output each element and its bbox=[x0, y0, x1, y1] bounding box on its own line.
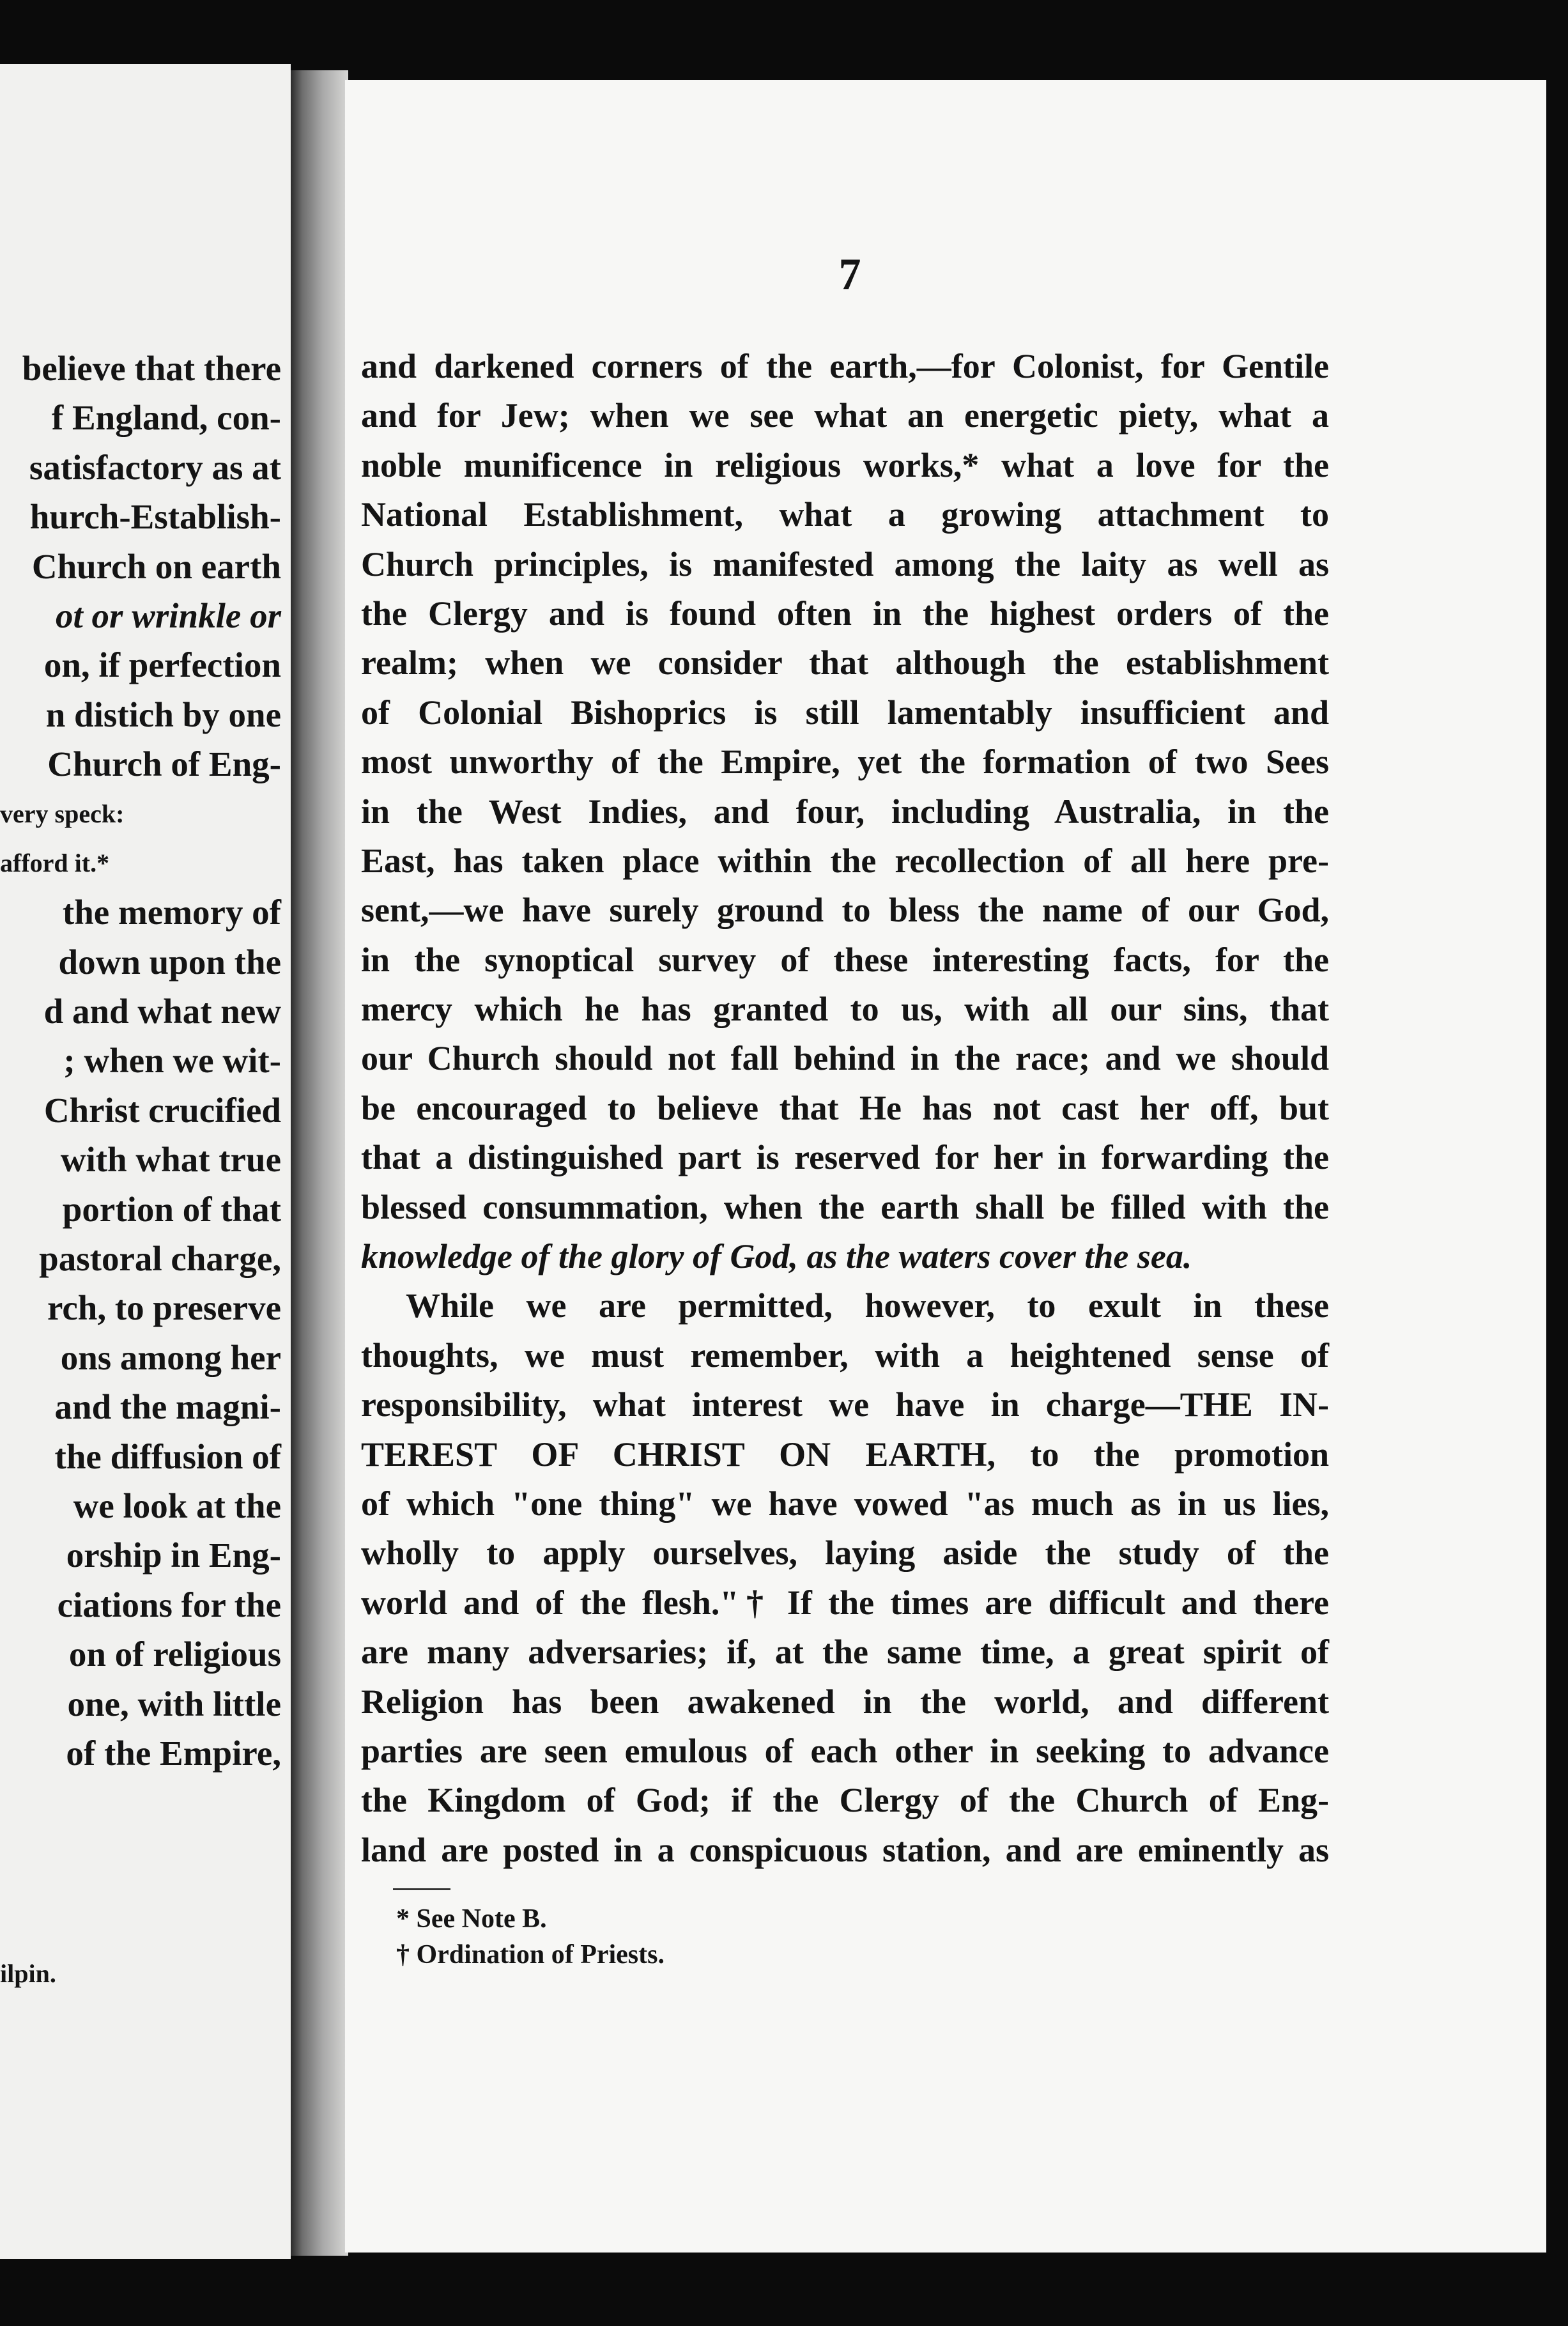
text-line: down upon the bbox=[58, 942, 281, 982]
text-line: the diffusion of bbox=[54, 1436, 281, 1476]
text-line: While we are permitted, however, to exult in these bbox=[406, 1286, 1329, 1325]
text-line: with what true bbox=[60, 1140, 281, 1180]
text-line: thoughts, we must remember, with a heightened sense of bbox=[361, 1336, 1329, 1375]
text-line: knowledge of the glory of God, as the waters cover the sea. bbox=[361, 1237, 1192, 1276]
text-line: the memory of bbox=[62, 893, 281, 932]
footnote-rule bbox=[393, 1888, 450, 1890]
text-line: blessed consummation, when the earth shall be filled with the bbox=[361, 1187, 1329, 1226]
text-line: noble munificence in religious works,* what a love for the bbox=[361, 445, 1329, 484]
text-line: rch, to preserve bbox=[47, 1288, 281, 1328]
text-line: mercy which he has granted to us, with all our sins, that bbox=[361, 990, 1329, 1029]
text-line: n distich by one bbox=[45, 695, 281, 734]
text-line: of the Empire, bbox=[66, 1733, 281, 1773]
text-line: sent,—we have surely ground to bless the name of our God, bbox=[361, 891, 1329, 930]
text-line: orship in Eng- bbox=[66, 1536, 281, 1575]
text-line: are many adversaries; if, at the same time, a great spirit of bbox=[361, 1633, 1329, 1672]
text-line: very speck: bbox=[0, 799, 125, 828]
text-line: National Establishment, what a growing attachment to bbox=[361, 495, 1329, 534]
text-line: realm; when we consider that although the establishment bbox=[361, 643, 1329, 682]
text-line: world and of the flesh."† If the times are difficult and there bbox=[361, 1583, 1329, 1622]
text-line: East, has taken place within the recollection of all here pre- bbox=[361, 841, 1329, 880]
text-line: ot or wrinkle or bbox=[56, 596, 281, 635]
text-line: in the synoptical survey of these interesting facts, for the bbox=[361, 940, 1329, 979]
text-line: on, if perfection bbox=[43, 645, 281, 685]
text-line: we look at the bbox=[73, 1486, 281, 1525]
text-line: afford it.* bbox=[0, 848, 110, 877]
text-line: Christ crucified bbox=[43, 1090, 281, 1130]
text-line: hurch-Establish- bbox=[29, 497, 281, 537]
text-line: that a distinguished part is reserved for her in forwarding the bbox=[361, 1138, 1329, 1177]
text-line: TEREST OF CHRIST ON EARTH, to the promotion bbox=[361, 1435, 1329, 1474]
text-line: portion of that bbox=[62, 1189, 281, 1229]
text-line: Religion has been awakened in the world, and different bbox=[361, 1682, 1329, 1721]
text-line: one, with little bbox=[67, 1684, 281, 1723]
text-line: wholly to apply ourselves, laying aside the study of the bbox=[361, 1534, 1329, 1573]
text-line: f England, con- bbox=[51, 398, 281, 438]
text-line: land are posted in a conspicuous station, and are eminently as bbox=[361, 1830, 1329, 1869]
text-line: of which "one thing" we have vowed "as much as in us lies, bbox=[361, 1484, 1329, 1523]
previous-page-text bbox=[0, 344, 281, 1778]
text-line: d and what new bbox=[43, 992, 281, 1031]
text-line: ; when we wit- bbox=[63, 1041, 281, 1081]
text-line: Church principles, is manifested among the laity as well as bbox=[361, 544, 1329, 583]
footnotes bbox=[396, 1901, 665, 1973]
text-line: most unworthy of the Empire, yet the formation of two Sees bbox=[361, 743, 1329, 782]
text-line: and the magni- bbox=[54, 1387, 281, 1427]
text-line: of Colonial Bishoprics is still lamentably insufficient and bbox=[361, 693, 1329, 732]
body-text bbox=[361, 342, 1329, 1875]
footnote: † Ordination of Priests. bbox=[396, 1940, 665, 1969]
text-line: the Clergy and is found often in the highest orders of the bbox=[361, 594, 1329, 633]
previous-page-signature: ilpin. bbox=[0, 1959, 56, 1988]
text-line: parties are seen emulous of each other in seeking to advance bbox=[361, 1731, 1329, 1770]
text-line: ciations for the bbox=[57, 1585, 281, 1624]
text-line: believe that there bbox=[22, 349, 281, 388]
text-line: on of religious bbox=[68, 1635, 281, 1674]
text-line: Church of Eng- bbox=[47, 744, 281, 784]
page-number: 7 bbox=[838, 250, 861, 299]
text-line: pastoral charge, bbox=[39, 1239, 281, 1279]
text-line: the Kingdom of God; if the Clergy of the Church of Eng- bbox=[361, 1781, 1329, 1820]
book-gutter bbox=[291, 70, 348, 2256]
text-line: responsibility, what interest we have in charge—THE IN- bbox=[361, 1385, 1329, 1424]
text-line: be encouraged to believe that He has not cast her off, but bbox=[361, 1088, 1329, 1127]
footnote: * See Note B. bbox=[396, 1904, 547, 1934]
text-line: satisfactory as at bbox=[29, 447, 281, 487]
text-line: in the West Indies, and four, including Australia, in the bbox=[361, 792, 1329, 831]
previous-page bbox=[0, 64, 291, 2259]
text-line: ons among her bbox=[60, 1337, 281, 1377]
text-line: our Church should not fall behind in the race; and we should bbox=[361, 1039, 1329, 1078]
text-line: and darkened corners of the earth,—for Colonist, for Gentile bbox=[361, 347, 1329, 385]
text-line: Church on earth bbox=[31, 546, 281, 586]
text-line: and for Jew; when we see what an energetic piety, what a bbox=[361, 396, 1329, 435]
